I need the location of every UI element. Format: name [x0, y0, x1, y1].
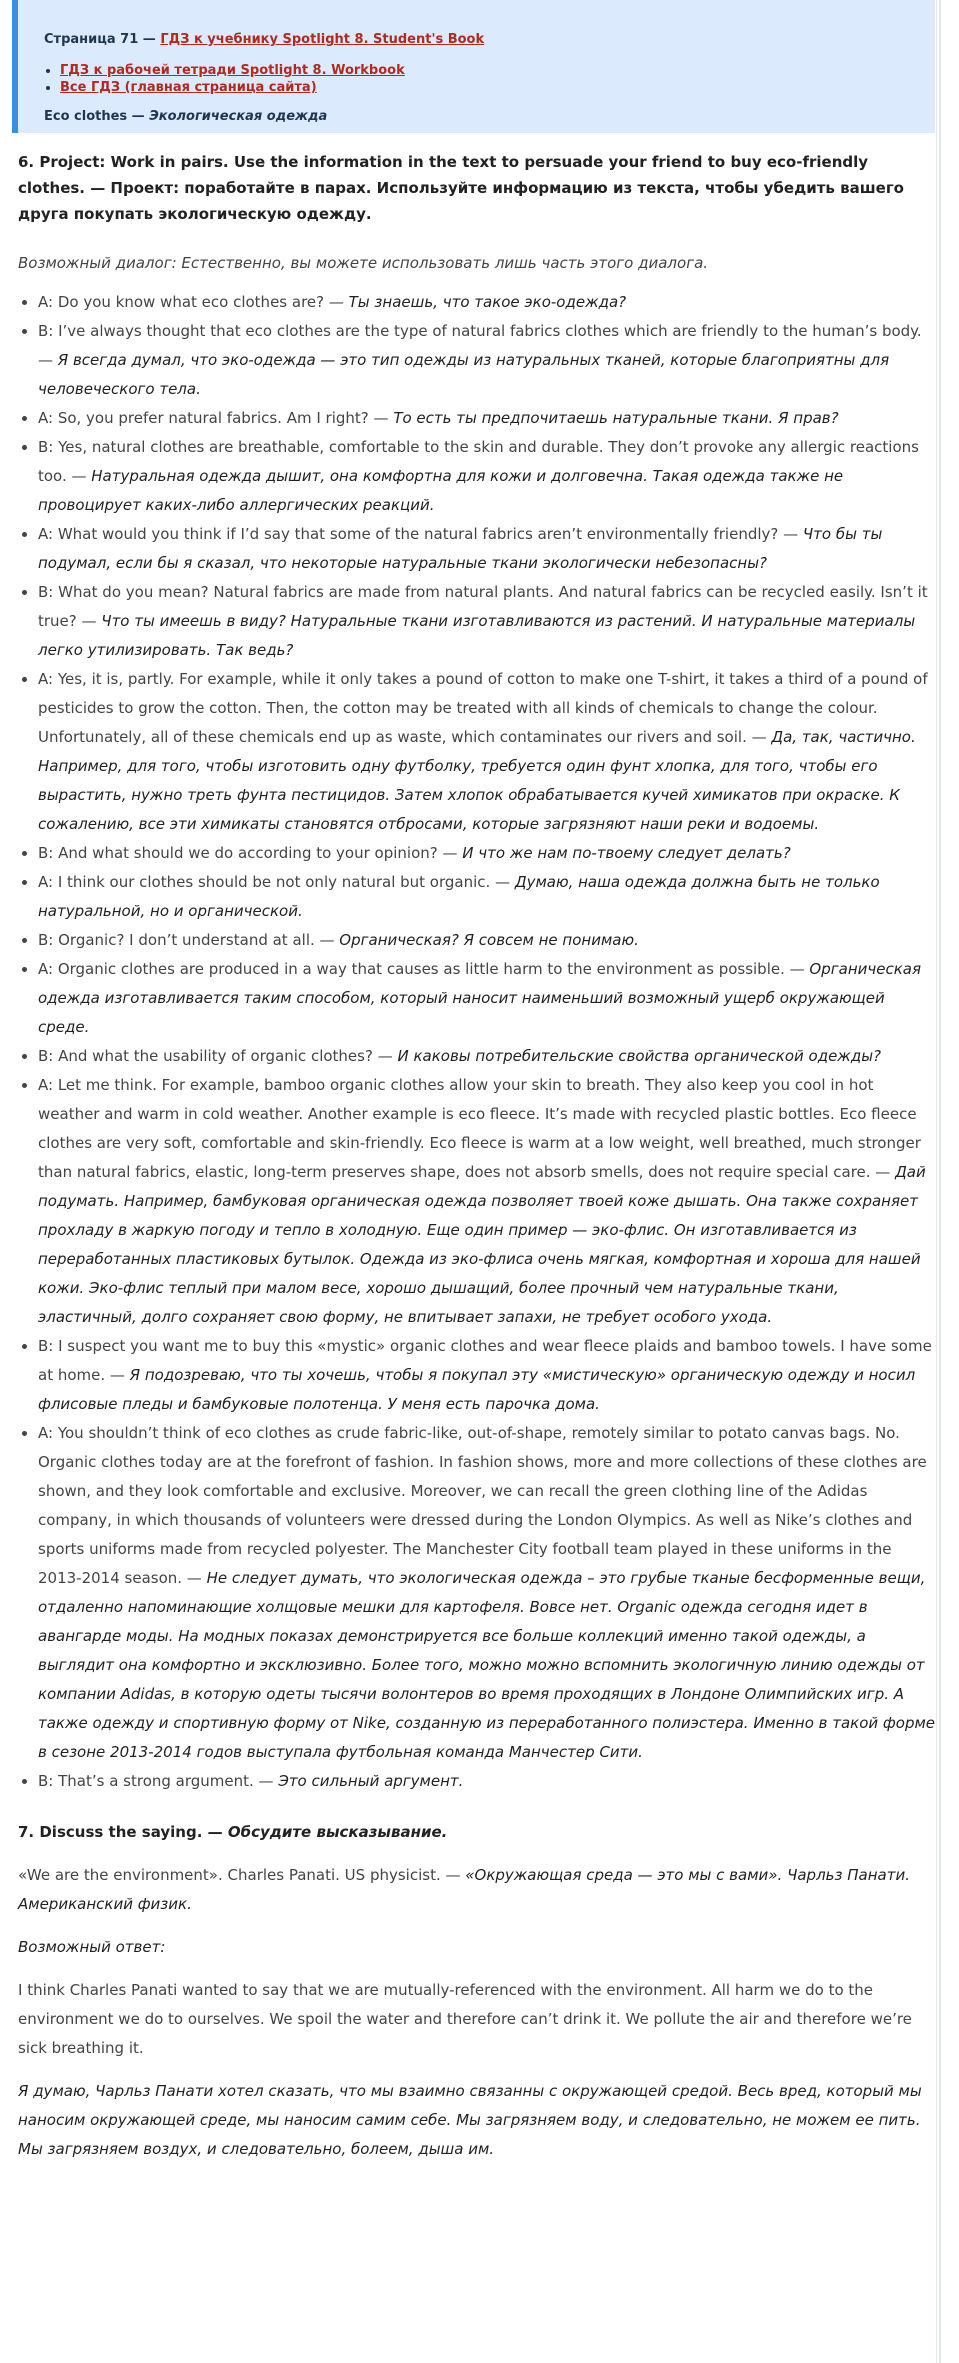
dialog-line-ru: Ты знаешь, что такое эко-одежда?: [348, 293, 627, 311]
dialog-line-en: B: And what should we do according to your opinion? —: [38, 844, 463, 862]
list-item: [60, 63, 921, 78]
answer-ru: Я думаю, Чарльз Панати хотел сказать, что мы взаимно связанны с окружающей средой. Весь вред, который мы наносим окружающей среде, мы наносим самим себе. Мы загрязняем воду, и следовательно, не можем ее пить. Мы загрязняем воздух, и следовательно, болеем, дыша им.: [18, 2082, 922, 2158]
dialog-line-en: B: That’s a strong argument. —: [38, 1772, 279, 1790]
quote-en: «We are the environment». Charles Panati. US physicist. —: [18, 1866, 466, 1884]
dialog-line-ru: Органическая? Я совсем не понимаю.: [339, 931, 639, 949]
dialog-line-ru: Натуральная одежда дышит, она комфортна для кожи и долговечна. Такая одежда также не провоцирует каких-либо аллергических реакций.: [38, 467, 844, 514]
dialog-line-en: A: Do you know what eco clothes are? —: [38, 293, 349, 311]
answer-label: Возможный ответ:: [18, 1938, 166, 1956]
dialog-line-ru: Это сильный аргумент.: [278, 1772, 464, 1790]
quote: [18, 1861, 935, 1919]
dialog-line-ru: Что бы ты подумал, если бы я сказал, что некоторые натуральные ткани экологически небезопасны?: [38, 525, 883, 572]
task-7-heading: [18, 1818, 935, 1847]
dialog-line-ru: Думаю, наша одежда должна быть не только натуральной, но и органической.: [38, 873, 880, 920]
dialog-line: [38, 1419, 935, 1767]
quote-ru: «Окружающая среда — это мы с вами». Чарльз Панати. Американский физик.: [18, 1866, 910, 1913]
list-item: [60, 80, 921, 95]
dialog-line: [38, 520, 935, 578]
dialog-line: [38, 839, 935, 868]
navigation-notice: [12, 0, 935, 133]
unit-subtitle: [44, 109, 921, 124]
dialog-line: [38, 433, 935, 520]
dialog-line-ru: Дай подумать. Например, бамбуковая органическая одежда позволяет твоей коже дышать. Она также сохраняет прохладу в жаркую погоду и тепло в холодную. Еще один пример — эко-флис. Он изготавливается из переработанных пластиковых бутылок. Одежда из эко-флиса очень мягкая, комфортная и хороша для нашей кожи. Эко-флис теплый при малом весе, хорошо дышащий, более прочный чем натуральные ткани, эластичный, долго сохраняет свою форму, не впитывает запахи, не требует особого ухода.: [38, 1163, 926, 1326]
dialog-line-en: A: Let me think. For example, bamboo organic clothes allow your skin to breath. They also keep you cool in hot weather and warm in cold weather. Another example is eco fleece. It’s made with recycled plastic bottles. Eco fleece clothes are very soft, comfortable and skin-friendly. Eco fleece is warm at a low weight, well breathed, much stronger than natural fabrics, elastic, long-term preserves shape, does not absorb smells, does not require special care. —: [38, 1076, 921, 1181]
dialog-line-en: A: Organic clothes are produced in a way that causes as little harm to the environment as possible. —: [38, 960, 810, 978]
dialog-intro: Возможный диалог: Естественно, вы можете использовать лишь часть этого диалога.: [18, 254, 709, 272]
dialog-line: [38, 578, 935, 665]
task-6-heading: 6. Project: Work in pairs. Use the information in the text to persuade your friend to buy eco-friendly clothes. — Проект: поработайте в парах. Используйте информацию из текста, чтобы убедить вашего друга покупать экологическую одежду.: [18, 153, 904, 223]
page-number-label: Страница 71 —: [44, 32, 161, 47]
dialog-line: [38, 317, 935, 404]
answer-en: I think Charles Panati wanted to say that we are mutually-referenced with the environment. All harm we do to the environment we do to ourselves. We spoil the water and therefore can’t drink it. We pollute the air and therefore we’re sick breathing it.: [18, 1981, 912, 2057]
dialog-line-en: B: I’ve always thought that eco clothes are the type of natural fabrics clothes which are friendly to the human’s body. —: [38, 322, 922, 369]
related-links-list: [44, 63, 921, 95]
subtitle-ru: Экологическая одежда: [149, 109, 328, 124]
main-content: [0, 149, 935, 2164]
workbook-gdz-link[interactable]: ГДЗ к рабочей тетради Spotlight 8. Workbook: [60, 63, 405, 78]
dialog-line-ru: И каковы потребительские свойства органической одежды?: [397, 1047, 881, 1065]
dialog-line: [38, 288, 935, 317]
dialog-line-en: A: So, you prefer natural fabrics. Am I right? —: [38, 409, 394, 427]
dialog-line-ru: То есть ты предпочитаешь натуральные ткани. Я прав?: [393, 409, 839, 427]
dialog-line: [38, 1767, 935, 1796]
subtitle-en: Eco clothes —: [44, 109, 150, 124]
all-gdz-link[interactable]: Все ГДЗ (главная страница сайта): [60, 80, 317, 95]
dialog-line-en: A: I think our clothes should be not only natural but organic. —: [38, 873, 515, 891]
dialog-line: [38, 1071, 935, 1332]
task-7-ru: Обсудите высказывание.: [227, 1823, 448, 1841]
dialog-line-ru: И что же нам по-твоему следует делать?: [462, 844, 791, 862]
textbook-gdz-link[interactable]: ГДЗ к учебнику Spotlight 8. Student's Book: [160, 32, 485, 47]
page-heading: [44, 32, 921, 47]
dialog-line: [38, 1042, 935, 1071]
dialog-line-en: B: Organic? I don’t understand at all. —: [38, 931, 340, 949]
dialog-line-ru: Не следует думать, что экологическая одежда – это грубые тканые бесформенные вещи, отдаленно напоминающие холщовые мешки для картофеля. Вовсе нет. Organic одежда сегодня идет в авангарде моды. На модных показах демонстрируется все больше коллекций именно такой одежды, а выглядит она комфортно и эксклюзивно. Более того, можно можно вспомнить экологичную линию одежды от компании Adidas, в которую одеты тысячи волонтеров во время проходящих в Лондоне Олимпийских игр. А также одежду и спортивную форму от Nike, созданную из переработанного полиэстера. Именно в такой форме в сезоне 2013-2014 годов выступала футбольная команда Манчестер Сити.: [38, 1569, 936, 1761]
dialog-line-ru: Органическая одежда изготавливается таким способом, который наносит наименьший возможный ущерб окружающей среде.: [38, 960, 921, 1036]
dialog-line: [38, 955, 935, 1042]
scroll-track: [939, 0, 941, 2363]
dialog-line-en: B: I suspect you want me to buy this «mystic» organic clothes and wear fleece plaids and bamboo towels. I have some at home. —: [38, 1337, 932, 1384]
dialog-line-en: A: Yes, it is, partly. For example, while it only takes a pound of cotton to make one T-shirt, it takes a third of a pound of pesticides to grow the cotton. Then, the cotton may be treated with all kinds of chemicals to change the colour. Unfortunately, all of these chemicals end up as waste, which contaminates our rivers and soil. —: [38, 670, 928, 746]
dialog-line-en: B: Yes, natural clothes are breathable, comfortable to the skin and durable. They don’t provoke any allergic reactions too. —: [38, 438, 919, 485]
dialog-line-en: B: What do you mean? Natural fabrics are made from natural plants. And natural fabrics can be recycled easily. Isn’t it true? —: [38, 583, 928, 630]
dialog-line-en: A: What would you think if I’d say that some of the natural fabrics aren’t environmentally friendly? —: [38, 525, 803, 543]
dialog-line-en: B: And what the usability of organic clothes? —: [38, 1047, 398, 1065]
right-edge-scrollbar[interactable]: [936, 0, 959, 2363]
dialog-line-ru: Я подозреваю, что ты хочешь, чтобы я покупал эту «мистическую» органическую одежду и носил флисовые пледы и бамбуковые полотенца. У меня есть парочка дома.: [38, 1366, 916, 1413]
dialog-line: [38, 1332, 935, 1419]
dialog-list: [18, 288, 935, 1796]
dialog-line: [38, 926, 935, 955]
dialog-line: [38, 404, 935, 433]
task-7-en: 7. Discuss the saying. —: [18, 1823, 228, 1841]
dialog-line-ru: Я всегда думал, что эко-одежда — это тип одежды из натуральных тканей, которые благоприятны для человеческого тела.: [38, 351, 890, 398]
dialog-line-en: A: You shouldn’t think of eco clothes as crude fabric-like, out-of-shape, remotely similar to potato canvas bags. No. Organic clothes today are at the forefront of fashion. In fashion shows, more and more collections of these clothes are shown, and they look comfortable and exclusive. Moreover, we can recall the green clothing line of the Adidas company, in which thousands of volunteers were dressed during the London Olympics. As well as Nike’s clothes and sports uniforms made from recycled polyester. The Manchester City football team played in these uniforms in the 2013-2014 season. —: [38, 1424, 927, 1587]
dialog-line-ru: Что ты имеешь в виду? Натуральные ткани изготавливаются из растений. И натуральные материалы легко утилизировать. Так ведь?: [38, 612, 916, 659]
dialog-line-ru: Да, так, частично. Например, для того, чтобы изготовить одну футболку, требуется один фунт хлопка, для того, чтобы его вырастить, нужно треть фунта пестицидов. Затем хлопок обрабатывается кучей химикатов при окраске. К сожалению, все эти химикаты становятся отбросами, которые загрязняют наши реки и водоемы.: [38, 728, 916, 833]
dialog-line: [38, 665, 935, 839]
dialog-line: [38, 868, 935, 926]
